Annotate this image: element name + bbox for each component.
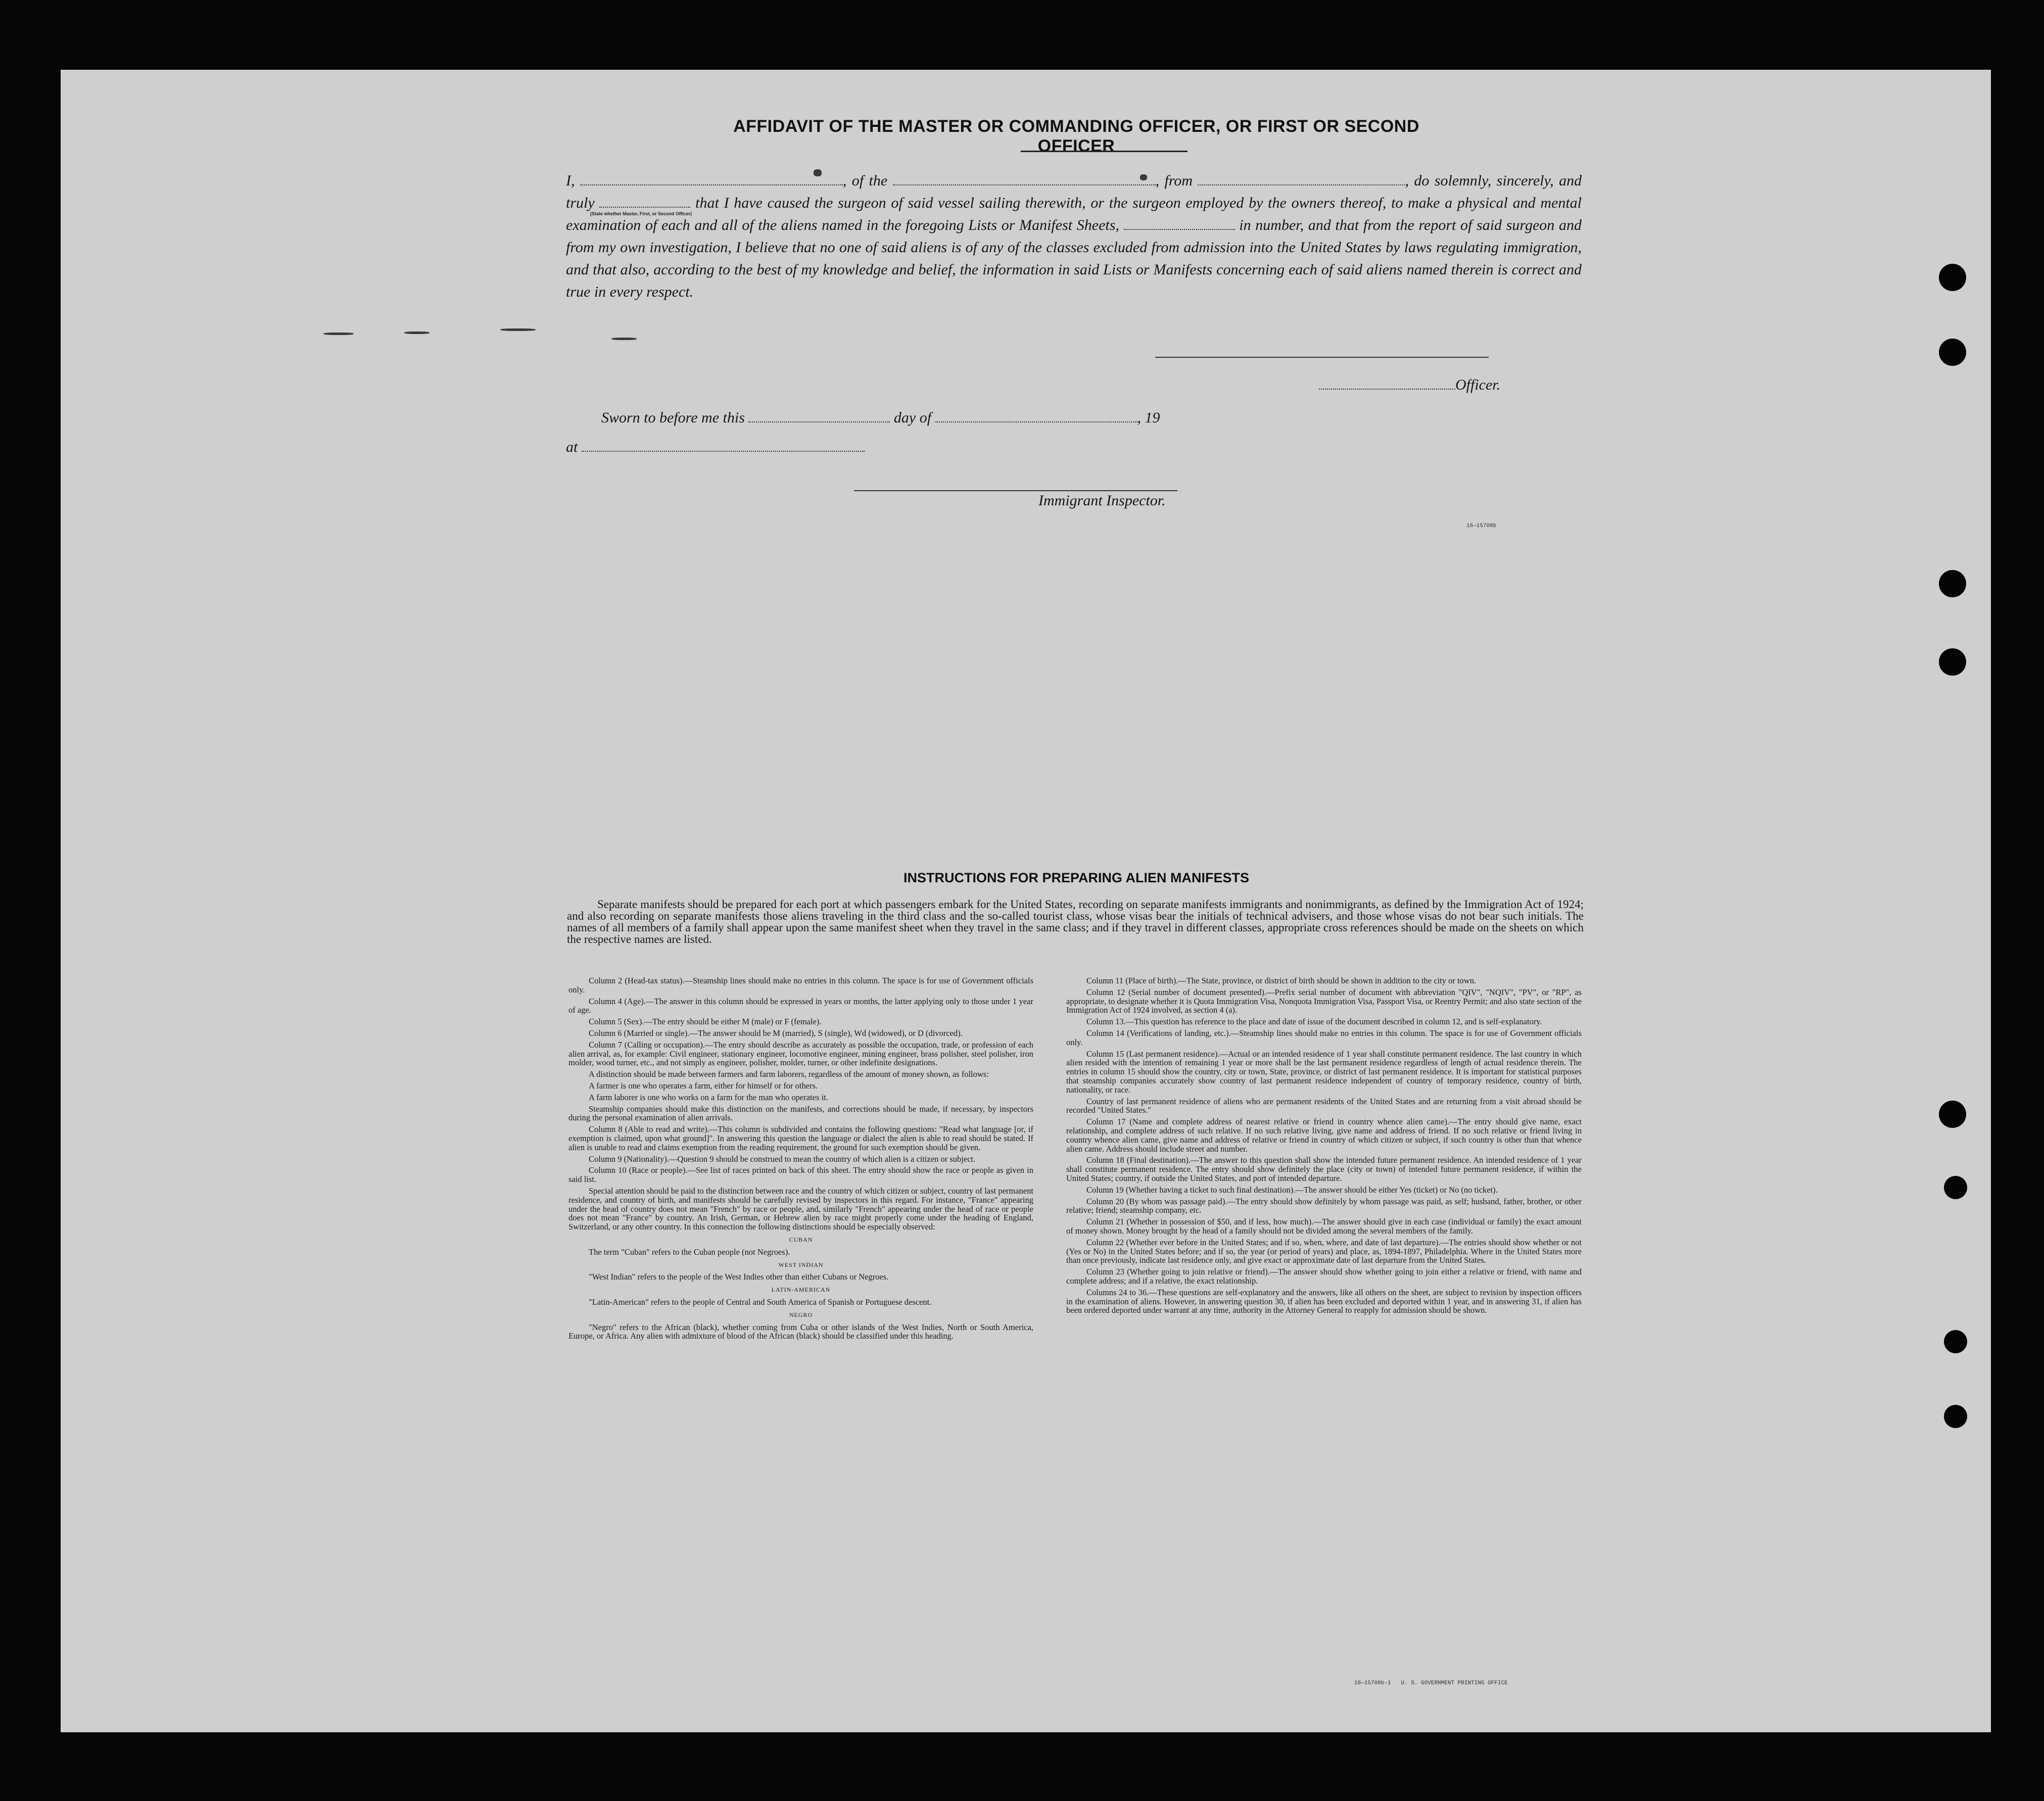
vessel-field: [893, 184, 1156, 185]
form-code: 16—15706b: [1466, 523, 1497, 529]
instruction-paragraph: Column 20 (By whom was passage paid).—The entry should show definitely by whom passage was paid, as self; husband, father, brother, or other relative; friend; steamship company, etc.: [1066, 1196, 1582, 1215]
instruction-paragraph: Column 15 (Last permanent residence).—Actual or an intended residence of 1 year shall constitute permanent residence. The last country in which alien resided with the intention of remaining 1 year or more shall be the last permanent residence regardless of length of actual residence therein. The entries in column 15 should show the country, city or town, State, province, or district of last permanent residence. It is important for statistical purposes that steamship companies accurately show country of last permanent residence independent of country of temporary residence, country of birth, nationality, or race.: [1066, 1049, 1582, 1095]
instruction-paragraph: Column 18 (Final destination).—The answer to this question shall show the intended future permanent residence. An intended residence of 1 year shall constitute permanent residence. The entry should show definitely the place (city or town) of intended future permanent residence, if within the United States; country, if outside the United States, and port of intended departure.: [1066, 1155, 1582, 1183]
instruction-paragraph: Column 4 (Age).—The answer in this column should be expressed in years or months, the latter applying only to those under 1 year of age.: [568, 996, 1033, 1015]
punch-hole: [1939, 1101, 1966, 1128]
heading-cuban: CUBAN: [789, 1236, 813, 1243]
instruction-paragraph: Column 12 (Serial number of document presented).—Prefix serial number of document with abbreviation "QIV", "NQIV", "PV", or "RP", as appropriate, to designate whether it is Quota Immigration Visa, Nonquota Immigration Visa, Passport Visa, or Reentry Permit; and also state section of the Immigration Act of 1924 involved, as section 4 (a).: [1066, 987, 1582, 1015]
instruction-paragraph: Column 5 (Sex).—The entry should be either M (male) or F (female).: [589, 1017, 822, 1027]
i-label: I,: [566, 172, 575, 189]
instruction-paragraph: A farm laborer is one who works on a farm for the man who operates it.: [589, 1092, 828, 1102]
at-row: [566, 439, 865, 456]
instruction-paragraph: Column 23 (Whether going to join relative or friend).—The answer should show whether going to join either a relative or friend, with name and complete address; and if a relative, the exact relationship.: [1066, 1267, 1582, 1286]
sheets-count-field: [1124, 229, 1235, 230]
ink-smudge: [500, 328, 536, 331]
footer-form-number: 16—15706b-1: [1354, 1680, 1391, 1686]
ink-smudge: [814, 169, 822, 176]
punch-hole: [1939, 264, 1966, 291]
instruction-paragraph: Columns 24 to 36.—These questions are self-explanatory and the answers, like all others on the sheet, are subject to revision by inspection officers in the examination of aliens. However, in answering question 30, if alien has been excluded and deported within 1 year, and in answering 31, if alien has been ordered deported under warrant at any time, authority in the Attorney General to reapply for admission should be shown.: [1066, 1287, 1582, 1315]
punch-hole: [1944, 1330, 1967, 1353]
officer-field: [1319, 389, 1455, 390]
instruction-paragraph: Column 17 (Name and complete address of nearest relative or friend in country whence alien came).—The entry should give name, exact relationship, and complete address of such relative. If no such relative living, give name and address of friend. If no such relative or friend living in country whence alien came, give name and address of relative or friend in country of which citizen or subject, if such country is other than that whence alien came. Address should include street and number.: [1066, 1117, 1582, 1154]
affidavit-text-2: in number, and that from the report of said surgeon and from my own investigation, I believe that no one of said aliens is of any of the classes excluded from admission into the United States by laws regulating immigration, and that also, according to the best of my knowledge and belief, the information in said Lists or Manifests concerning each of said aliens named therein is correct and true in every respect.: [566, 217, 1582, 300]
west-indian-definition: "West Indian" refers to the people of the West Indies other than either Cubans or Negroes.: [589, 1272, 889, 1282]
punch-hole: [1939, 570, 1966, 597]
year-label: , 19: [1137, 409, 1160, 426]
instruction-paragraph: A distinction should be made between farmers and farm laborers, regardless of the amount of money shown, as follows:: [589, 1069, 989, 1079]
cuban-definition: The term "Cuban" refers to the Cuban people (not Negroes).: [589, 1247, 790, 1257]
sworn-month-field: [935, 421, 1137, 422]
officer-row: [1319, 376, 1500, 394]
day-of-label: day of: [893, 409, 932, 426]
instruction-paragraph: Column 6 (Married or single).—The answer should be M (married), S (single), Wd (widowed), or D (divorced).: [589, 1028, 963, 1038]
instruction-paragraph: Column 19 (Whether having a ticket to such final destination).—The answer should be either Yes (ticket) or No (no ticket).: [1086, 1184, 1498, 1195]
ink-smudge: [323, 333, 354, 335]
instruction-paragraph: Column 13.—This question has reference to the place and date of issue of the document described in column 12, and is self-explanatory.: [1086, 1017, 1542, 1027]
instructions-left-column: [568, 976, 1033, 1343]
footer-code: [1354, 1680, 1508, 1686]
negro-definition: "Negro" refers to the African (black), whether coming from Cuba or other islands of the West Indies, North or South America, Europe, or Africa. Any alien with admixture of blood of the African (black) should be classified under this heading.: [568, 1322, 1033, 1341]
instructions-right-column: [1066, 976, 1582, 1317]
affidavit-title: AFFIDAVIT OF THE MASTER OR COMMANDING OFFICER, OR FIRST OR SECOND OFFICER: [733, 117, 1419, 156]
instructions-intro: Separate manifests should be prepared for each port at which passengers embark for the United States, recording on separate manifests immigrants and nonimmigrants, as defined by the Immigration Act of 1924; and also recording on separate manifests those aliens traveling in the third class and the so-called tourist class, whose visas bear the initials of technical advisers, and those whose visas do not bear such initials. The names of all members of a family shall appear upon the same manifest sheet when they travel in the same class; and if they travel in different classes, appropriate cross references should be made on the sheets on which the respective names are listed.: [567, 898, 1584, 945]
instruction-paragraph: Column 22 (Whether ever before in the United States; and if so, when, where, and date of last departure).—The entries should show whether or not (Yes or No) in the United States before; and if so, the year (or period of years) and place, as, 1894-1897, Philadelphia. Where in the United States more than once previously, indicate last residence only, and give exact or approximate date of last departure from the United States.: [1066, 1237, 1582, 1265]
at-place-field: [582, 451, 865, 452]
instruction-paragraph: Column 8 (Able to read and write).—This column is subdivided and contains the following questions: "Read what language [or, if exemption is claimed, upon what ground]". In answering this question the language or dialect the alien is able to read should be stated. If alien is unable to read and claims exemption from the reading requirement, the ground for such exemption should be given.: [568, 1124, 1033, 1152]
instruction-paragraph: A farmer is one who operates a farm, either for himself or for others.: [589, 1080, 818, 1091]
inspector-label: Immigrant Inspector.: [1038, 492, 1166, 509]
instruction-paragraph: Column 11 (Place of birth).—The State, province, or district of birth should be shown in addition to the city or town.: [1086, 976, 1477, 985]
affidavit-text-1: that I have caused the surgeon of said vessel sailing therewith, or the surgeon employed by the owners thereof, to make a physical and mental examination of each and all of the aliens named in the foregoing Lists or Manifest Sheets,: [566, 195, 1582, 233]
instruction-paragraph: Steamship companies should make this distinction on the manifests, and corrections should be made, if necessary, by inspectors during the personal examination of alien arrivals.: [568, 1104, 1033, 1123]
punch-hole: [1939, 648, 1966, 676]
heading-negro: NEGRO: [789, 1311, 813, 1318]
punch-hole: [1944, 1176, 1967, 1199]
inspector-signature-line: [854, 490, 1177, 491]
latin-american-definition: "Latin-American" refers to the people of Central and South America of Spanish or Portuguese descent.: [589, 1297, 932, 1307]
at-label: at: [566, 439, 578, 455]
officer-signature-line: [1155, 357, 1489, 358]
instruction-paragraph: Column 14 (Verifications of landing, etc.).—Steamship lines should make no entries in this column. The space is for use of Government officials only.: [1066, 1028, 1582, 1047]
of-the-label: , of the: [842, 172, 888, 189]
ink-smudge: [1140, 174, 1147, 180]
instructions-title: INSTRUCTIONS FOR PREPARING ALIEN MANIFESTS: [903, 870, 1250, 885]
affidavit-body: [566, 170, 1582, 303]
solemnly-label: solemnly, sincerely, and truly: [566, 172, 1582, 211]
instruction-paragraph: Column 7 (Calling or occupation).—The entry should describe as accurately as possible the occupation, trade, or profession of each alien arrival, as, for example: Civil engineer, stationary engineer, locomotive engineer, mining engineer, brass polisher, steel polisher, iron molder, wood turner, etc., and not simply as engineer, polisher, molder, turner, or other indefinite designations.: [568, 1039, 1033, 1068]
instruction-paragraph: Country of last permanent residence of aliens who are permanent residents of the United States and are returning from a visit abroad should be recorded "United States.": [1066, 1096, 1582, 1115]
sworn-day-field: [748, 421, 890, 422]
sworn-label: Sworn to before me this: [601, 409, 745, 426]
punch-hole: [1939, 339, 1966, 366]
instruction-paragraph: Special attention should be paid to the distinction between race and the country of which citizen or subject, country of last permanent residence, and country of birth, and manifests should be carefully revised by inspectors in this regard. For instance, "France" appearing under the head of country does not mean "French" by race or people, and, similarly "French" appearing under the head of race or people does not mean "France" by country. An Irish, German, or Hebrew alien by race might properly come under the heading of England, Switzerland, or any other country. In this connection the following distinctions should be especially observed:: [568, 1186, 1033, 1232]
punch-hole: [1944, 1405, 1967, 1428]
heading-west-indian: WEST INDIAN: [778, 1261, 824, 1268]
rank-note: (State whether Master, First, or Second Officer): [590, 211, 692, 216]
instruction-paragraph: Column 21 (Whether in possession of $50, and if less, how much).—The answer should give in each case (individual or family) the exact amount of money shown. Money brought by the head of a family should not be divided among the several members of the family.: [1066, 1217, 1582, 1236]
printing-office: U. S. GOVERNMENT PRINTING OFFICE: [1401, 1680, 1508, 1686]
instruction-paragraph: Column 10 (Race or people).—See list of races printed on back of this sheet. The entry should show the race or people as given in said list.: [568, 1165, 1033, 1184]
port-field: [1198, 184, 1405, 185]
officer-label: Officer.: [1455, 376, 1501, 393]
officer-rank-field: [580, 184, 843, 216]
title-rule: [1021, 151, 1187, 152]
ink-smudge: [404, 331, 430, 334]
from-label: , from: [1155, 172, 1193, 189]
manifest-sheet: [61, 70, 1991, 1732]
do-label: , do: [1405, 172, 1430, 189]
heading-latin-american: LATIN-AMERICAN: [771, 1286, 831, 1294]
instruction-paragraph: Column 9 (Nationality).—Question 9 should be construed to mean the country of which alien is a citizen or subject.: [589, 1154, 976, 1164]
instruction-paragraph: Column 2 (Head-tax status).—Steamship lines should make no entries in this column. The space is for use of Government officials only.: [568, 976, 1033, 994]
sworn-row: [601, 409, 1160, 426]
ink-smudge: [611, 338, 637, 340]
